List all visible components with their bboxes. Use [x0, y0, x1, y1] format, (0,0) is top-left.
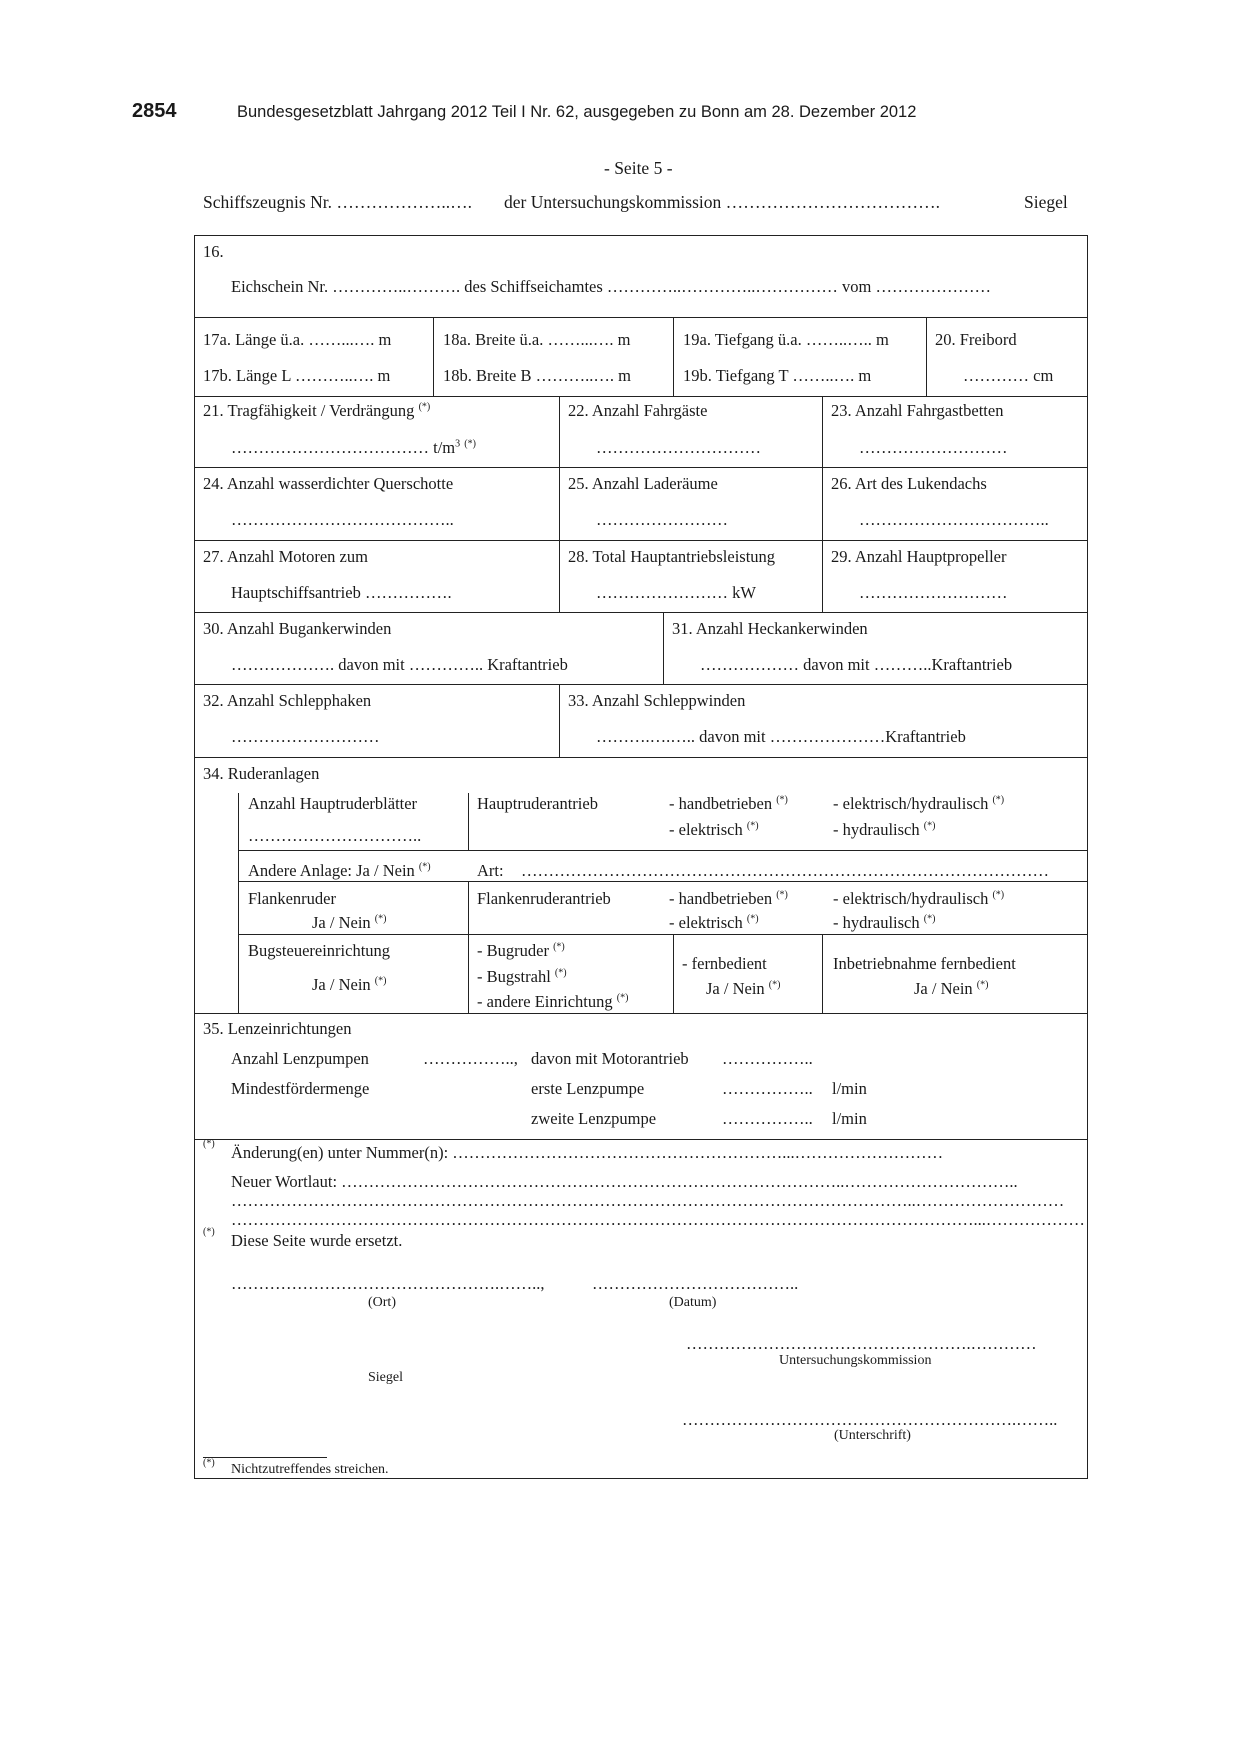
hauptruderantrieb-label: Hauptruderantrieb: [477, 794, 598, 813]
flanken-handbetrieben[interactable]: - handbetrieben (*): [669, 889, 788, 908]
querschotte-field[interactable]: …………………………………..: [231, 510, 454, 529]
flankenruder-label: Flankenruder: [248, 889, 336, 908]
col-divider: [238, 793, 239, 1013]
col-divider: [559, 396, 560, 612]
kommission-signature-label: Untersuchungskommission: [779, 1353, 932, 1368]
ruderanlagen-title: 34. Ruderanlagen: [203, 764, 320, 783]
freibord-field[interactable]: ………… cm: [963, 366, 1054, 385]
col-divider: [559, 684, 560, 757]
fernbedient-label: - fernbedient: [682, 954, 767, 973]
ersetzt-text: Diese Seite wurde ersetzt.: [231, 1231, 403, 1250]
page-number: 2854: [132, 100, 177, 122]
lukendach-field[interactable]: ……………………………..: [859, 510, 1049, 529]
bugankerwinden-field[interactable]: ………………. davon mit ………….. Kraftantrieb: [231, 655, 568, 674]
flankenruderantrieb-label: Flankenruderantrieb: [477, 889, 611, 908]
lenzpumpen-field[interactable]: ……………..,: [423, 1049, 518, 1068]
section-16-number: 16.: [203, 242, 224, 261]
bugsteuer-ja-nein[interactable]: Ja / Nein (*): [312, 975, 387, 994]
motorantrieb-field[interactable]: ……………..: [722, 1049, 813, 1068]
tiefgang-t-field[interactable]: 19b. Tiefgang T ……..…. m: [683, 366, 872, 385]
schiffszeugnis-field[interactable]: Schiffszeugnis Nr. ………………..….: [203, 192, 472, 212]
kommission-signature-field[interactable]: …………………………………………….…………: [686, 1334, 1037, 1353]
fahrgaeste-label: 22. Anzahl Fahrgäste: [568, 401, 708, 420]
art-label: Art:: [477, 861, 504, 880]
col-divider: [433, 317, 434, 396]
hauptruderblaetter-label: Anzahl Hauptruderblätter: [248, 794, 418, 813]
col-divider: [468, 793, 469, 850]
row-divider: [194, 1139, 1088, 1140]
unterschrift-label: (Unterschrift): [834, 1428, 911, 1443]
row-divider: [194, 757, 1088, 758]
breite-b-field[interactable]: 18b. Breite B ………..…. m: [443, 366, 631, 385]
erste-lenzpumpe-unit: l/min: [832, 1079, 867, 1098]
wortlaut-line-1[interactable]: ……………………………………………………………………………………………………………..………………………: [231, 1191, 1065, 1210]
gazette-title: Bundesgesetzblatt Jahrgang 2012 Teil I Nr. 62, ausgegeben zu Bonn am 28. Dezember 2012: [237, 103, 917, 121]
andere-einrichtung-option[interactable]: - andere Einrichtung (*): [477, 992, 629, 1011]
lenzeinrichtungen-title: 35. Lenzeinrichtungen: [203, 1019, 352, 1038]
row-divider: [194, 1013, 1088, 1014]
laenge-ua-field[interactable]: 17a. Länge ü.a. ……...…. m: [203, 330, 392, 349]
heckankerwinden-field[interactable]: ……………… davon mit ………..Kraftantrieb: [700, 655, 1013, 674]
fahrgaeste-field[interactable]: …………………………: [596, 438, 761, 457]
row-divider: [238, 850, 1088, 851]
footnote-text: Nichtzutreffendes streichen.: [231, 1462, 389, 1477]
art-field[interactable]: ……………………………………………………………………………………: [521, 861, 1049, 880]
motoren-label: 27. Anzahl Motoren zum: [203, 547, 368, 566]
freibord-label: 20. Freibord: [935, 330, 1017, 349]
flanken-hydraulisch[interactable]: - hydraulisch (*): [833, 913, 936, 932]
tragfaehigkeit-field[interactable]: ……………………………… $t/m^3$ (*): [231, 438, 476, 457]
motoren-field[interactable]: Hauptschiffsantrieb …………….: [231, 583, 452, 602]
siegel-stamp-label: Siegel: [368, 1370, 403, 1385]
heckankerwinden-label: 31. Anzahl Heckankerwinden: [672, 619, 868, 638]
footnote-mark: (*): [203, 1457, 215, 1469]
hauptruder-hydraulisch[interactable]: - hydraulisch (*): [833, 820, 936, 839]
row-divider: [194, 467, 1088, 468]
wortlaut-line-2[interactable]: ………………………………………………………………………………………………………………………...………………: [231, 1210, 1085, 1229]
col-divider: [822, 934, 823, 1013]
tiefgang-ua-field[interactable]: 19a. Tiefgang ü.a. ……..….. m: [683, 330, 889, 349]
col-divider: [926, 317, 927, 396]
col-divider: [468, 881, 469, 1013]
inbetriebnahme-ja-nein[interactable]: Ja / Nein (*): [914, 979, 989, 998]
row-divider: [194, 396, 1088, 397]
fernbedient-ja-nein[interactable]: Ja / Nein (*): [706, 979, 781, 998]
laenge-l-field[interactable]: 17b. Länge L ………..…. m: [203, 366, 391, 385]
bugankerwinden-label: 30. Anzahl Bugankerwinden: [203, 619, 392, 638]
row-divider: [238, 934, 1088, 935]
mindestfoerdermenge-label: Mindestfördermenge: [231, 1079, 370, 1098]
hauptantriebsleistung-field[interactable]: …………………… kW: [596, 583, 756, 602]
row-divider: [194, 684, 1088, 685]
schleppwinden-label: 33. Anzahl Schleppwinden: [568, 691, 746, 710]
aenderung-field[interactable]: Änderung(en) unter Nummer(n): ……………………………………………………...………………………: [231, 1143, 944, 1162]
tragfaehigkeit-label: 21. Tragfähigkeit / Verdrängung (*): [203, 401, 431, 420]
flankenruder-ja-nein[interactable]: Ja / Nein (*): [312, 913, 387, 932]
schlepphaken-label: 32. Anzahl Schlepphaken: [203, 691, 372, 710]
ort-field[interactable]: ………………………………………….……..,: [231, 1274, 545, 1293]
erste-lenzpumpe-label: erste Lenzpumpe: [531, 1079, 645, 1098]
erste-lenzpumpe-field[interactable]: ……………..: [722, 1079, 813, 1098]
andere-anlage-field[interactable]: Andere Anlage: Ja / Nein (*): [248, 861, 431, 880]
row-divider: [238, 881, 1088, 882]
footnote-rule: [203, 1457, 327, 1458]
hauptpropeller-label: 29. Anzahl Hauptpropeller: [831, 547, 1007, 566]
laderaeume-field[interactable]: ……………………: [596, 510, 728, 529]
lenzpumpen-label: Anzahl Lenzpumpen: [231, 1049, 369, 1068]
datum-label: (Datum): [669, 1295, 717, 1310]
eichschein-field[interactable]: Eichschein Nr. …………..………. des Schiffseichamtes …………..…………..…………… vom …………………: [231, 277, 992, 296]
unterschrift-field[interactable]: …………………………………………………….……..: [682, 1410, 1058, 1429]
fahrgastbetten-label: 23. Anzahl Fahrgastbetten: [831, 401, 1004, 420]
bugstrahl-option[interactable]: - Bugstrahl (*): [477, 967, 567, 986]
lukendach-label: 26. Art des Lukendachs: [831, 474, 987, 493]
aenderung-footnote-mark: (*): [203, 1138, 215, 1150]
motorantrieb-label: davon mit Motorantrieb: [531, 1049, 689, 1068]
breite-ua-field[interactable]: 18a. Breite ü.a. ……...…. m: [443, 330, 631, 349]
ort-label: (Ort): [368, 1295, 396, 1310]
col-divider: [663, 612, 664, 684]
hauptruderblaetter-field[interactable]: …………………………..: [248, 826, 422, 845]
hauptruder-elektrisch-hydraulisch[interactable]: - elektrisch/hydraulisch (*): [833, 794, 1005, 813]
flanken-elektrisch[interactable]: - elektrisch (*): [669, 913, 759, 932]
bugsteuereinrichtung-label: Bugsteuereinrichtung: [248, 941, 391, 960]
zweite-lenzpumpe-unit: l/min: [832, 1109, 867, 1128]
col-divider: [673, 934, 674, 1013]
datum-field[interactable]: ………………………………..: [592, 1274, 799, 1293]
zweite-lenzpumpe-label: zweite Lenzpumpe: [531, 1109, 657, 1128]
hauptantriebsleistung-label: 28. Total Hauptantriebsleistung: [568, 547, 776, 566]
siegel-label: Siegel: [1024, 192, 1068, 212]
laderaeume-label: 25. Anzahl Laderäume: [568, 474, 718, 493]
row-divider: [194, 317, 1088, 318]
col-divider: [673, 317, 674, 396]
ersetzt-footnote-mark: (*): [203, 1226, 215, 1238]
col-divider: [822, 396, 823, 612]
neuer-wortlaut-field[interactable]: Neuer Wortlaut: ………………………………………………………………………………..…………………………..: [231, 1172, 1018, 1191]
row-divider: [194, 612, 1088, 613]
schlepphaken-field[interactable]: ………………………: [231, 727, 380, 746]
hauptruder-elektrisch[interactable]: - elektrisch (*): [669, 820, 759, 839]
querschotte-label: 24. Anzahl wasserdichter Querschotte: [203, 474, 454, 493]
hauptpropeller-field[interactable]: ………………………: [859, 583, 1008, 602]
page-label: - Seite 5 -: [604, 158, 673, 178]
schleppwinden-field[interactable]: ……….….….. davon mit …………………Kraftantrieb: [596, 727, 966, 746]
bugruder-option[interactable]: - Bugruder (*): [477, 941, 565, 960]
zweite-lenzpumpe-field[interactable]: ……………..: [722, 1109, 813, 1128]
kommission-field[interactable]: der Untersuchungskommission ……………………………….: [504, 192, 941, 212]
fahrgastbetten-field[interactable]: ………………………: [859, 438, 1008, 457]
inbetriebnahme-label: Inbetriebnahme fernbedient: [833, 954, 1016, 973]
row-divider: [194, 540, 1088, 541]
hauptruder-handbetrieben[interactable]: - handbetrieben (*): [669, 794, 788, 813]
flanken-elektrisch-hydraulisch[interactable]: - elektrisch/hydraulisch (*): [833, 889, 1005, 908]
